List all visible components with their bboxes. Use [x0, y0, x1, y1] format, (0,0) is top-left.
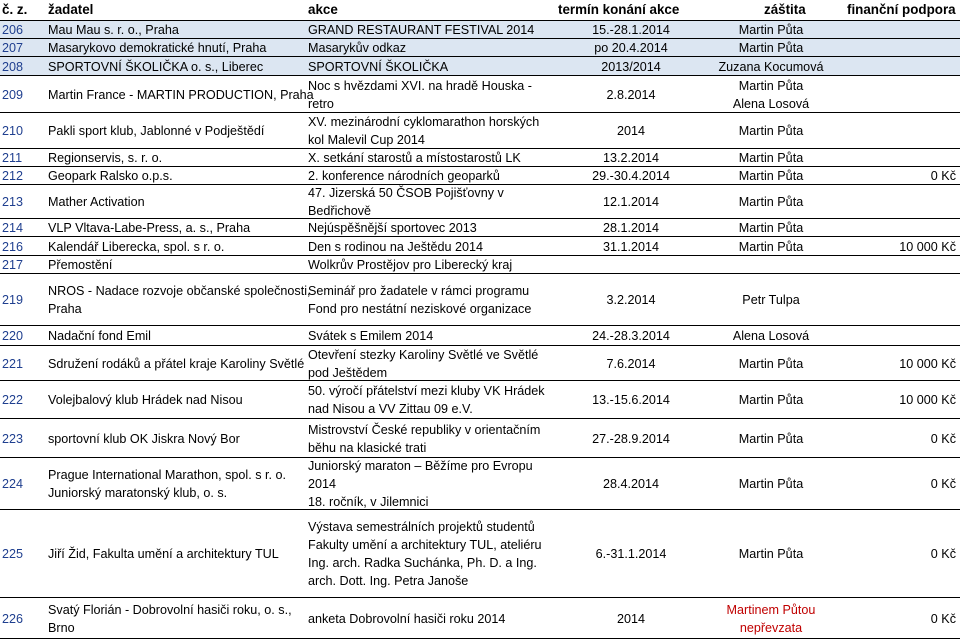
cell-event: Bedřichově	[308, 204, 372, 218]
cell-applicant: sportovní klub OK Jiskra Nový Bor	[48, 432, 240, 446]
header-patron: záštita	[764, 2, 806, 17]
cell-support: 0 Kč	[930, 612, 956, 626]
cell-applicant: Nadační fond Emil	[48, 329, 151, 343]
table-row	[0, 419, 960, 458]
cell-applicant: Prague International Marathon, spol. s r. o.	[48, 468, 287, 482]
cell-patron: Alena Losová	[732, 97, 810, 111]
cell-applicant: Brno	[48, 621, 75, 635]
cell-applicant: Juniorský maratonský klub, o. s.	[48, 486, 228, 500]
cell-event: X. setkání starostů a místostarostů LK	[308, 151, 521, 165]
header-no: č. z.	[2, 2, 28, 17]
cell-event: Výstava semestrálních projektů studentů	[308, 520, 535, 534]
table-row	[0, 510, 960, 598]
table-row	[0, 237, 960, 256]
cell-event: Wolkrův Prostějov pro Liberecký kraj	[308, 258, 513, 272]
cell-event: arch. Dott. Ing. Petra Janoše	[308, 574, 469, 588]
cell-event: Nejúspěšnější sportovec 2013	[308, 221, 477, 235]
table-row	[0, 76, 960, 113]
cell-patron: Martinem Půtou	[726, 603, 816, 617]
cell-date: 7.6.2014	[606, 357, 656, 371]
cell-no: 225	[2, 547, 24, 561]
cell-event: 18. ročník, v Jilemnici	[308, 495, 429, 509]
cell-patron: Martin Půta	[738, 195, 804, 209]
cell-patron: Martin Půta	[738, 124, 804, 138]
cell-event: 2. konference národních geoparků	[308, 169, 500, 183]
cell-event: GRAND RESTAURANT FESTIVAL 2014	[308, 23, 535, 37]
cell-event: nad Nisou a VV Zittau 09 e.V.	[308, 402, 473, 416]
cell-applicant: Mau Mau s. r. o., Praha	[48, 23, 179, 37]
cell-support: 10 000 Kč	[899, 240, 956, 254]
table-row	[0, 381, 960, 419]
cell-date: 13.-15.6.2014	[592, 393, 670, 407]
cell-patron: Martin Půta	[738, 23, 804, 37]
cell-date: 27.-28.9.2014	[592, 432, 670, 446]
header-date: termín konání akce	[558, 2, 680, 17]
cell-event: XV. mezinárodní cyklomarathon horských	[308, 115, 540, 129]
table-row	[0, 256, 960, 274]
cell-no: 208	[2, 60, 24, 74]
cell-date: 2014	[616, 124, 646, 138]
cell-no: 213	[2, 195, 24, 209]
cell-event: Den s rodinou na Ještědu 2014	[308, 240, 484, 254]
table-row	[0, 167, 960, 185]
cell-no: 211	[2, 151, 23, 165]
cell-applicant: Masarykovo demokratické hnutí, Praha	[48, 41, 267, 55]
cell-applicant: Mather Activation	[48, 195, 145, 209]
table-row	[0, 21, 960, 39]
cell-applicant: Regionservis, s. r. o.	[48, 151, 163, 165]
cell-event: Seminář pro žadatele v rámci programu	[308, 284, 530, 298]
cell-date: 24.-28.3.2014	[592, 329, 670, 343]
cell-date: 28.1.2014	[602, 221, 660, 235]
cell-date: 29.-30.4.2014	[592, 169, 670, 183]
cell-support: 0 Kč	[930, 169, 956, 183]
cell-event: retro	[308, 97, 334, 111]
cell-event: Ing. arch. Radka Suchánka, Ph. D. a Ing.	[308, 556, 537, 570]
cell-date: 6.-31.1.2014	[595, 547, 667, 561]
table-row	[0, 458, 960, 510]
cell-applicant: Volejbalový klub Hrádek nad Nisou	[48, 393, 243, 407]
cell-date: 12.1.2014	[602, 195, 660, 209]
cell-applicant: Přemostění	[48, 258, 113, 272]
cell-applicant: Jiří Žid, Fakulta umění a architektury TUL	[48, 547, 279, 561]
cell-support: 10 000 Kč	[899, 357, 956, 371]
cell-no: 217	[2, 258, 24, 272]
cell-applicant: NROS - Nadace rozvoje občanské společnosti,	[48, 284, 311, 298]
cell-no: 216	[2, 240, 24, 254]
cell-no: 212	[2, 169, 24, 183]
cell-no: 207	[2, 41, 24, 55]
cell-event: kol Malevil Cup 2014	[308, 133, 425, 147]
table-row	[0, 598, 960, 639]
cell-date: 2.8.2014	[606, 88, 656, 102]
table-row	[0, 39, 960, 57]
cell-event: Juniorský maraton – Běžíme pro Evropu	[308, 459, 533, 473]
table-header	[0, 0, 960, 21]
cell-applicant: Svatý Florián - Dobrovolní hasiči roku, o. s.,	[48, 603, 292, 617]
cell-applicant: Kalendář Liberecka, spol. s r. o.	[48, 240, 225, 254]
table-row	[0, 219, 960, 237]
cell-no: 223	[2, 432, 24, 446]
cell-date: 2013/2014	[601, 60, 661, 74]
cell-no: 210	[2, 124, 24, 138]
cell-no: 209	[2, 88, 24, 102]
cell-applicant: Praha	[48, 302, 82, 316]
cell-patron: Martin Půta	[738, 547, 804, 561]
cell-date: 15.-28.1.2014	[592, 23, 670, 37]
cell-event: Masarykův odkaz	[308, 41, 406, 55]
cell-patron: Zuzana Kocumová	[718, 60, 824, 74]
cell-patron: Petr Tulpa	[742, 293, 800, 307]
cell-date: 31.1.2014	[602, 240, 660, 254]
cell-no: 219	[2, 293, 24, 307]
cell-patron: Martin Půta	[738, 432, 804, 446]
cell-event: Fakulty umění a architektury TUL, ateliéru	[308, 538, 542, 552]
cell-support: 0 Kč	[930, 547, 956, 561]
cell-patron: Martin Půta	[738, 41, 804, 55]
cell-applicant: Geopark Ralsko o.p.s.	[48, 169, 173, 183]
cell-no: 221	[2, 357, 24, 371]
table-row	[0, 185, 960, 219]
header-applicant: žadatel	[48, 2, 94, 17]
cell-patron: Martin Půta	[738, 393, 804, 407]
cell-event: Svátek s Emilem 2014	[308, 329, 434, 343]
cell-support: 10 000 Kč	[899, 393, 956, 407]
cell-patron: Alena Losová	[732, 329, 810, 343]
cell-patron: Martin Půta	[738, 240, 804, 254]
cell-date: 3.2.2014	[606, 293, 656, 307]
cell-event: Otevření stezky Karoliny Světlé ve Světlé	[308, 348, 539, 362]
cell-no: 224	[2, 477, 24, 491]
cell-patron: nepřevzata	[739, 621, 803, 635]
table-row	[0, 113, 960, 149]
cell-event: Fond pro nestátní neziskové organizace	[308, 302, 532, 316]
table-row	[0, 326, 960, 346]
cell-no: 206	[2, 23, 24, 37]
cell-date: 13.2.2014	[602, 151, 660, 165]
cell-applicant: SPORTOVNÍ ŠKOLIČKA o. s., Liberec	[48, 60, 264, 74]
cell-patron: Martin Půta	[738, 221, 804, 235]
cell-applicant: Sdružení rodáků a přátel kraje Karoliny Světlé	[48, 357, 305, 371]
cell-no: 220	[2, 329, 24, 343]
cell-support: 0 Kč	[930, 432, 956, 446]
cell-patron: Martin Půta	[738, 357, 804, 371]
cell-no: 226	[2, 612, 24, 626]
cell-event: SPORTOVNÍ ŠKOLIČKA	[308, 60, 449, 74]
cell-event: běhu na klasické trati	[308, 441, 427, 455]
cell-patron: Martin Půta	[738, 79, 804, 93]
cell-patron: Martin Půta	[738, 477, 804, 491]
cell-event: 2014	[308, 477, 337, 491]
table-row	[0, 274, 960, 326]
header-event: akce	[308, 2, 338, 17]
cell-date: po 20.4.2014	[594, 41, 668, 55]
cell-event: Mistrovství České republiky v orientačním	[308, 423, 541, 437]
cell-patron: Martin Půta	[738, 151, 804, 165]
cell-date: 2014	[616, 612, 646, 626]
table-row	[0, 57, 960, 76]
cell-applicant: VLP Vltava-Labe-Press, a. s., Praha	[48, 221, 251, 235]
cell-event: Noc s hvězdami XVI. na hradě Houska -	[308, 79, 532, 93]
cell-support: 0 Kč	[930, 477, 956, 491]
cell-no: 214	[2, 221, 24, 235]
cell-event: anketa Dobrovolní hasiči roku 2014	[308, 612, 506, 626]
cell-event: 47. Jizerská 50 ČSOB Pojišťovny v	[308, 186, 504, 200]
table-row	[0, 346, 960, 381]
cell-applicant: Martin France - MARTIN PRODUCTION, Praha	[48, 88, 314, 102]
header-support: finanční podpora	[847, 2, 956, 17]
cell-event: pod Ještědem	[308, 366, 388, 380]
cell-applicant: Pakli sport klub, Jablonné v Podještědí	[48, 124, 265, 138]
cell-no: 222	[2, 393, 24, 407]
cell-event: 50. výročí přátelství mezi kluby VK Hrádek	[308, 384, 545, 398]
table-row	[0, 149, 960, 167]
cell-date: 28.4.2014	[602, 477, 660, 491]
cell-patron: Martin Půta	[738, 169, 804, 183]
